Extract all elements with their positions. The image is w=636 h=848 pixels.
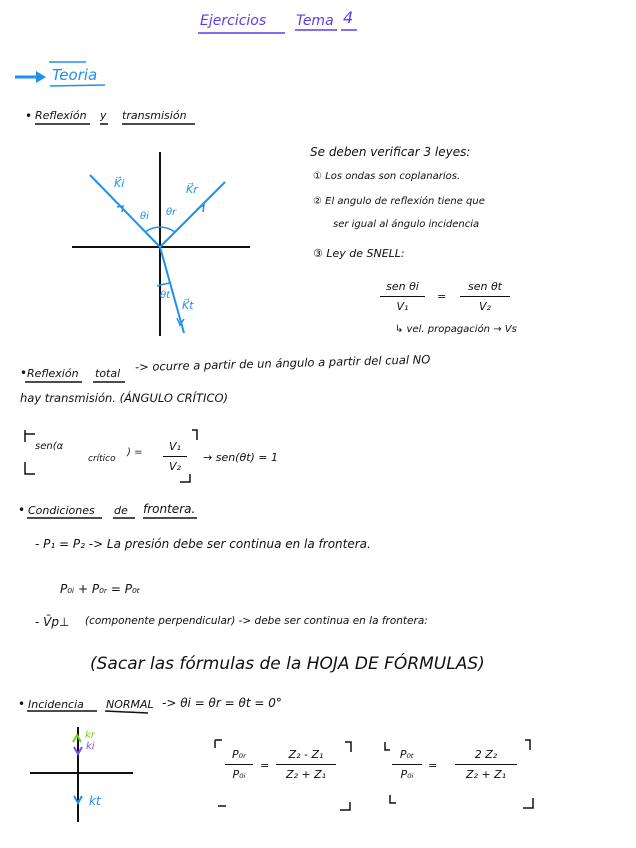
- label-theta-t: θt: [160, 290, 171, 301]
- snell-right-fraction: [460, 280, 510, 313]
- critical-formula-eq: ) =: [127, 447, 143, 458]
- two-z2: 2 Z₂: [474, 748, 498, 761]
- normal-angles: -> θi = θr = θt = 0°: [162, 696, 282, 710]
- critical-formula-left: sen(α: [35, 441, 64, 452]
- section-teoria: Teoria: [52, 66, 98, 84]
- law-2-cont: ser igual al ángulo incidencia: [333, 219, 480, 230]
- heading-y: y: [100, 109, 107, 122]
- bullet: •: [20, 366, 28, 380]
- title-number: 4: [343, 8, 354, 27]
- critical-formula-sub: crítico: [88, 454, 116, 464]
- pot: P₀ₜ: [399, 748, 415, 761]
- pressure-equation: P₀ᵢ + P₀ᵣ = P₀ₜ: [60, 582, 141, 596]
- condition-1: - P₁ = P₂ -> La presión debe ser continua en la frontera.: [35, 537, 371, 551]
- poi: P₀ᵢ: [232, 768, 246, 781]
- label-kt-normal: kt: [89, 794, 101, 808]
- law-2: ② El angulo de reflexión tiene que: [313, 196, 485, 207]
- snell-num-left: sen θi: [386, 280, 419, 293]
- reflection-coef-left: [225, 748, 253, 781]
- label-ki-normal: ki: [86, 741, 95, 752]
- transmission-coef-right: [455, 748, 517, 781]
- title-tema: Tema: [296, 13, 334, 29]
- critical-num: V₁: [169, 440, 181, 453]
- snell-den-left: V₁: [396, 300, 409, 313]
- z-sum: Z₂ + Z₁: [465, 768, 507, 781]
- por: P₀ᵣ: [232, 748, 246, 761]
- z-sum: Z₂ + Z₁: [285, 768, 327, 781]
- bullet: •: [18, 503, 26, 517]
- label-theta-r: θr: [166, 207, 177, 218]
- label-theta-i: θi: [140, 211, 149, 222]
- critical-result: → sen(θt) = 1: [203, 451, 279, 464]
- heading-reflexion: Reflexión: [35, 109, 87, 122]
- label-kr-normal: kr: [85, 730, 95, 741]
- heading-condiciones: Condiciones: [28, 504, 95, 517]
- incident-ray: [90, 175, 160, 247]
- snell-note: ↳ vel. propagación → Vs: [395, 324, 517, 335]
- condition-2-text: (componente perpendicular) -> debe ser continua en la frontera:: [85, 615, 428, 627]
- title-ejercicios: Ejercicios: [200, 13, 267, 29]
- laws-intro: Se deben verificar 3 leyes:: [310, 145, 471, 159]
- snell-equals: =: [437, 290, 447, 303]
- bullet: •: [25, 109, 33, 123]
- snell-num-right: sen θt: [467, 280, 502, 293]
- snell-left-fraction: [380, 280, 425, 313]
- heading-reflexion-total: Reflexión: [27, 367, 79, 380]
- reflection-coef-eq: =: [260, 759, 270, 772]
- label-ki: K⃗i: [114, 177, 125, 190]
- transmission-coef-eq: =: [428, 759, 438, 772]
- heading-normal: NORMAL: [106, 698, 154, 711]
- reflexion-total-line1: -> ocurre a partir de un ángulo a partir del cual NO: [134, 352, 431, 374]
- bullet: •: [18, 697, 26, 711]
- heading-de: de: [114, 504, 128, 517]
- heading-incidencia: Incidencia: [28, 698, 84, 711]
- snell-den-right: V₂: [479, 300, 491, 313]
- critical-fraction: [163, 440, 187, 473]
- transmission-coef-left: [392, 748, 422, 781]
- label-kt: K⃗t: [182, 299, 194, 312]
- heading-frontera: frontera.: [143, 502, 196, 516]
- poi: P₀ᵢ: [400, 768, 414, 781]
- reflexion-total-line2: hay transmisión. (ÁNGULO CRÍTICO): [20, 391, 229, 405]
- teoria-underline: [50, 85, 105, 86]
- heading-transmision: transmisión: [122, 109, 187, 122]
- heading-total: total: [95, 367, 121, 380]
- reflection-diagram: [72, 152, 250, 336]
- label-kr: K⃗r: [186, 183, 198, 196]
- formulas-note: (Sacar las fórmulas de la HOJA DE FÓRMULAS): [90, 654, 485, 674]
- reflection-coef-right: [276, 748, 336, 781]
- law-3: ③ Ley de SNELL:: [313, 247, 405, 260]
- condition-2-symbol: - V̄p⊥: [35, 615, 70, 629]
- normal-incidence-diagram: [30, 727, 133, 822]
- z-diff: Z₂ - Z₁: [288, 748, 324, 761]
- arrow-right-icon: [15, 71, 46, 83]
- critical-den: V₂: [169, 460, 181, 473]
- law-1: ① Los ondas son coplanarios.: [313, 171, 461, 182]
